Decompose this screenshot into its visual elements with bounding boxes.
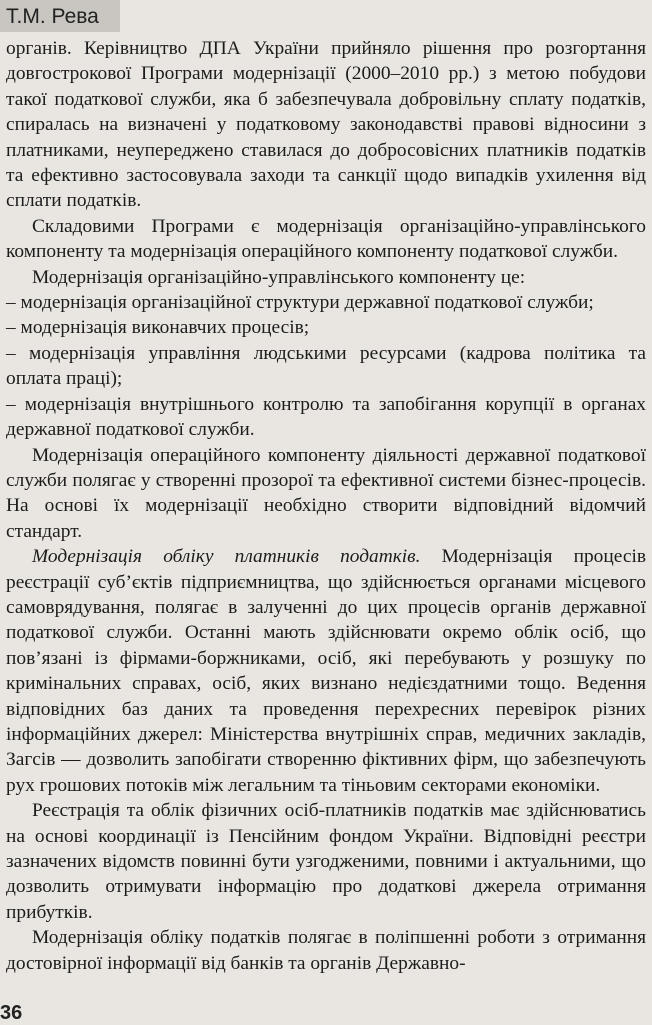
paragraph-6: Реєстрація та облік фізичних осіб-платників податків має здійснюватись на основі координації із Пенсійним фондом України. Відповідні реєстри зазначених відомств повинні бути узгодженими, повними і актуальними, що дозволить отримувати інформацію про додаткові джерела отримання прибутків. [6,800,646,923]
paragraph-5-text: Модернізація процесів реєстрації суб’єктів підприємництва, що здійснюється органами місцевого самоврядування, полягає в залученні до цих процесів органів державної податкової служби. Останні мають здійснювати окремо облік осіб, що пов’язані із фірмами-боржниками, осіб, які перебувають у розшуку по кримінальних справах, осіб, яких визнано недієздатними тощо. Ведення відповідних баз даних та проведення перехресних перевірок різних інформаційних джерел: Міністерства внутрішніх справ, медичних закладів, Загсів — дозволить запобігати створенню фіктивних фірм, що забезпечують рух грошових потоків між легальним та тіньовим секторами економіки. [6,546,646,796]
paragraph-2: Складовими Програми є модернізація організаційно-управлінського компоненту та модернізація операційного компоненту податкової служби. [6,215,646,263]
paragraph-3: Модернізація організаційно-управлінського компоненту це: [32,266,526,288]
paragraph-1: органів. Керівництво ДПА України прийняло рішення про розгортання довгострокової Програми модернізації (2000–2010 рр.) з метою побудови такої податкової служби, яка б забезпечувала добровільну сплату податків, спиралась на визначені у податковому законодавстві правові відносини з платниками, неупереджено ставилася до добросовісних платників податків та ефективно застосовувала заходи та санкції щодо випадків ухилення від сплати податків. [6,38,646,212]
list-item-3: – модернізація управління людськими ресурсами (кадрова політика та оплата праці); [6,342,646,390]
list-item-1: – модернізація організаційної структури державної податкової служби; [6,292,594,314]
italic-lead: Модернізація обліку платників податків. [32,546,421,568]
running-header [0,0,120,32]
paragraph-4: Модернізація операційного компоненту діяльності державної податкової служби полягає у створенні прозорої та ефективної системи бізнес-процесів. На основі їх модернізації необхідно створити відповідний відомчий стандарт. [6,444,646,542]
page-number: 36 [0,1002,23,1024]
paragraph-7: Модернізація обліку податків полягає в поліпшенні роботи з отримання достовірної інформації від банків та органів Державно- [6,927,646,974]
list-item-4: – модернізація внутрішнього контролю та запобігання корупції в органах державної податкової служби. [6,393,646,441]
paragraph-5 [6,544,646,798]
author-name: Т.М. Рева [6,5,99,28]
body-text [6,36,646,976]
list-item-2: – модернізація виконавчих процесів; [6,317,310,339]
